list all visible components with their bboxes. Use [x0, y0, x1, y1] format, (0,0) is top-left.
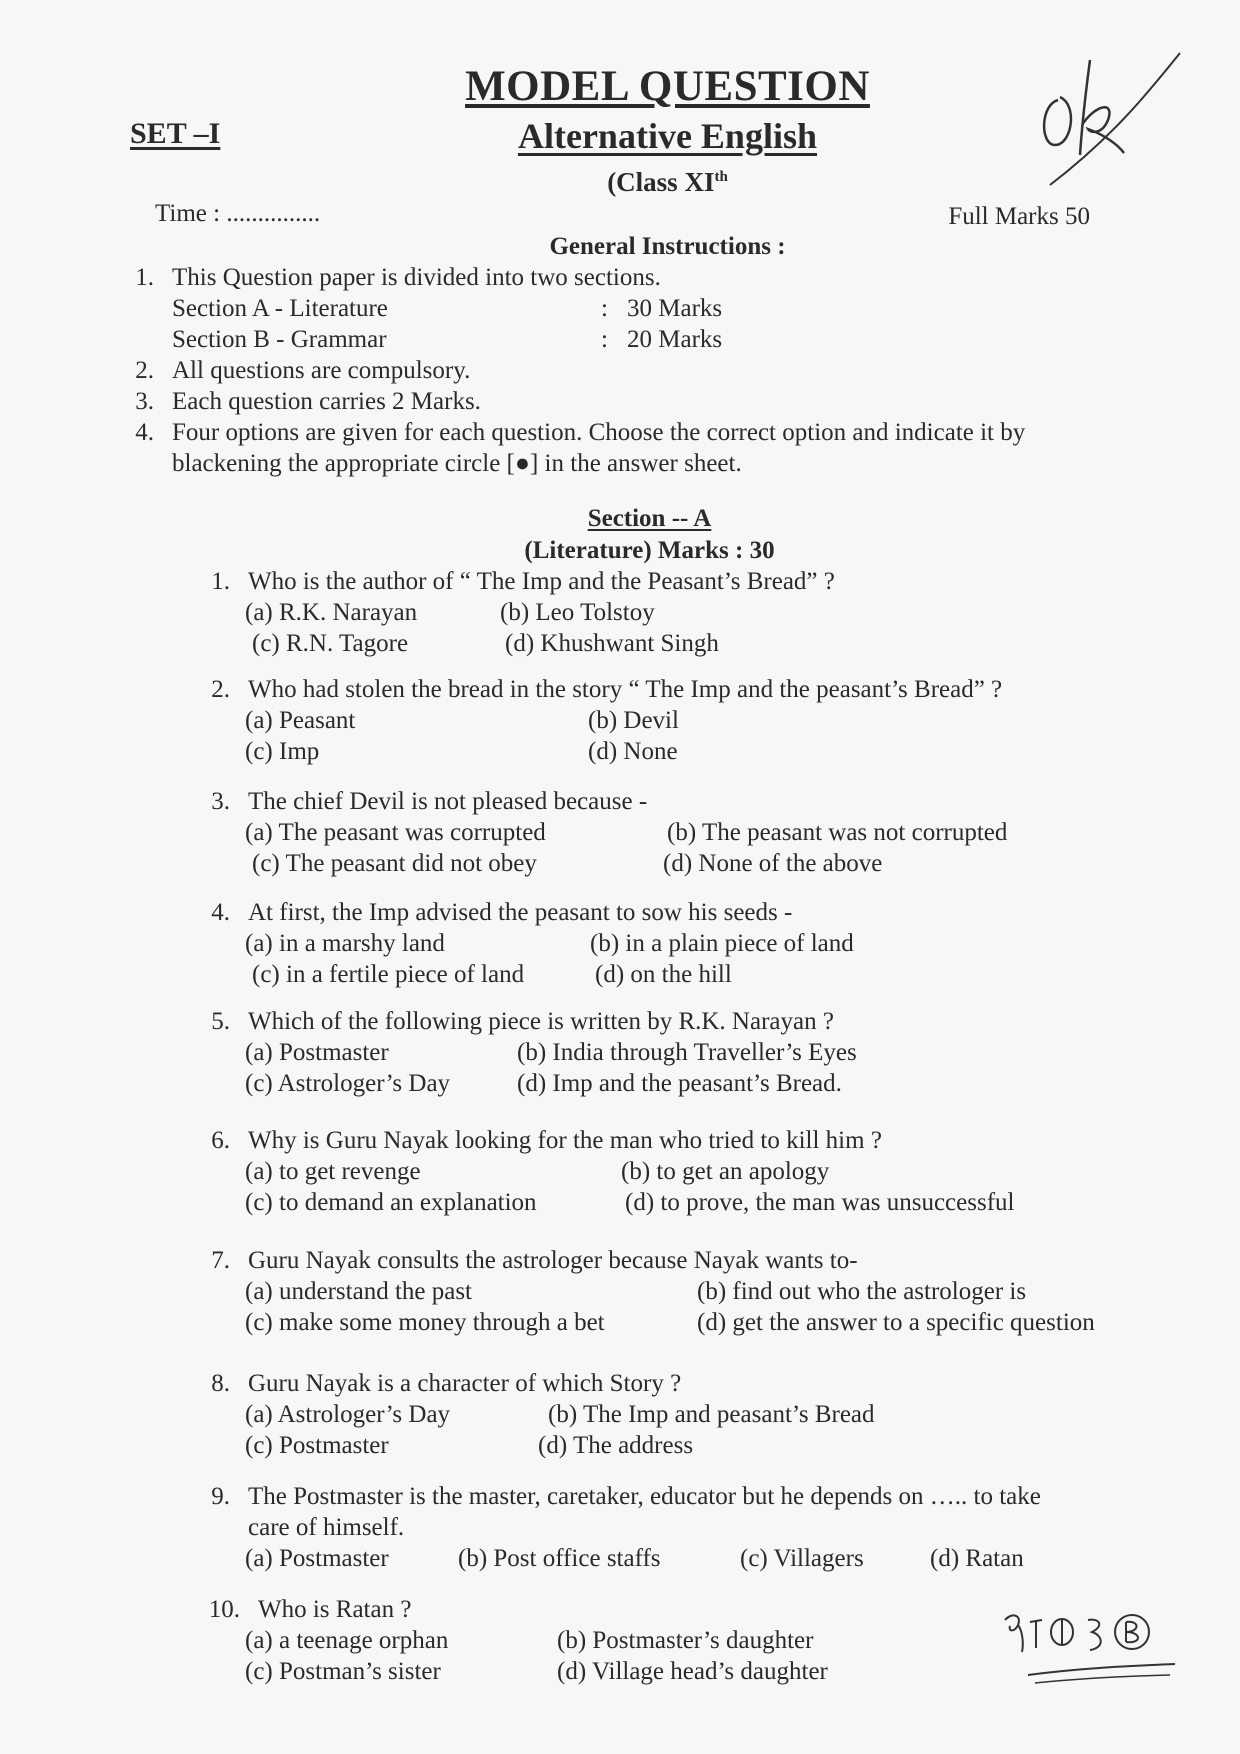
option-b: (b) Devil	[588, 707, 679, 734]
question-text: The chief Devil is not pleased because -	[248, 788, 648, 815]
instruction-num: 4.	[135, 419, 154, 446]
page-title: MODEL QUESTION	[465, 63, 870, 110]
section-b-label: Section B - Grammar	[172, 326, 387, 353]
section-subheading: (Literature) Marks : 30	[524, 537, 775, 564]
full-marks: Full Marks 50	[948, 203, 1090, 230]
instructions-heading: General Instructions :	[549, 233, 786, 260]
instruction-text: Each question carries 2 Marks.	[172, 388, 481, 415]
instruction-num: 3.	[135, 388, 154, 415]
option-a: (a) a teenage orphan	[245, 1627, 449, 1654]
option-a: (a) understand the past	[245, 1278, 473, 1305]
question-num: 6.	[211, 1127, 230, 1154]
option-b: (b) The peasant was not corrupted	[667, 819, 1008, 846]
question-num: 8.	[211, 1370, 230, 1397]
option-d: (d) Imp and the peasant’s Bread.	[517, 1070, 842, 1097]
question-num: 4.	[211, 899, 230, 926]
question-num: 7.	[211, 1247, 230, 1274]
option-a: (a) Postmaster	[245, 1039, 389, 1066]
question-text: Who had stolen the bread in the story “ The Imp and the peasant’s Bread” ?	[248, 676, 1003, 703]
instruction-text: All questions are compulsory.	[172, 357, 471, 384]
time-label: Time : ...............	[155, 200, 321, 227]
option-a: (a) Postmaster	[245, 1545, 389, 1572]
question-text-cont: care of himself.	[248, 1514, 405, 1541]
question-num: 9.	[211, 1483, 230, 1510]
handwritten-ok-icon	[1020, 45, 1200, 195]
option-a: (a) R.K. Narayan	[245, 599, 418, 626]
option-d: (d) None	[588, 738, 678, 765]
option-c: (c) R.N. Tagore	[252, 630, 409, 657]
section-a-marks: 30 Marks	[627, 295, 723, 322]
question-num: 3.	[211, 788, 230, 815]
question-text: Guru Nayak is a character of which Story ?	[248, 1370, 682, 1397]
option-b: (b) India through Traveller’s Eyes	[517, 1039, 857, 1066]
question-text: Which of the following piece is written by R.K. Narayan ?	[248, 1008, 834, 1035]
option-c: (c) in a fertile piece of land	[252, 961, 525, 988]
section-a-label: Section A - Literature	[172, 295, 388, 322]
question-num: 1.	[211, 568, 230, 595]
option-c: (c) Astrologer’s Day	[245, 1070, 451, 1097]
question-text: Why is Guru Nayak looking for the man who tried to kill him ?	[248, 1127, 882, 1154]
option-b: (b) Leo Tolstoy	[500, 599, 655, 626]
option-c: (c) to demand an explanation	[245, 1189, 537, 1216]
option-d: (d) on the hill	[595, 961, 732, 988]
question-text: Who is the author of “ The Imp and the Peasant’s Bread” ?	[248, 568, 835, 595]
question-num: 5.	[211, 1008, 230, 1035]
instruction-text: Four options are given for each question. Choose the correct option and indicate it by	[172, 419, 1026, 446]
option-a: (a) Astrologer’s Day	[245, 1401, 451, 1428]
option-d: (d) The address	[538, 1432, 694, 1459]
option-a: (a) Peasant	[245, 707, 356, 734]
question-text: Guru Nayak consults the astrologer because Nayak wants to-	[248, 1247, 858, 1274]
section-a-colon: :	[601, 295, 608, 322]
handwritten-signature-icon	[1000, 1590, 1190, 1700]
question-text: Who is Ratan ?	[258, 1596, 412, 1623]
option-b: (b) The Imp and peasant’s Bread	[548, 1401, 875, 1428]
question-text: At first, the Imp advised the peasant to sow his seeds -	[248, 899, 793, 926]
question-num: 10.	[208, 1596, 240, 1623]
question-num: 2.	[211, 676, 230, 703]
subject-title: Alternative English	[517, 116, 817, 156]
option-d: (d) Ratan	[930, 1545, 1024, 1572]
option-d: (d) Khushwant Singh	[505, 630, 719, 657]
option-b: (b) Postmaster’s daughter	[557, 1627, 814, 1654]
instruction-text: blackening the appropriate circle [●] in the answer sheet.	[172, 450, 742, 477]
option-d: (d) None of the above	[663, 850, 883, 877]
option-b: (b) in a plain piece of land	[590, 930, 854, 957]
option-d: (d) Village head’s daughter	[557, 1658, 828, 1685]
instruction-text: This Question paper is divided into two sections.	[172, 264, 661, 291]
section-b-colon: :	[601, 326, 608, 353]
set-label: SET –I	[130, 117, 221, 150]
class-text: (Class XI	[607, 167, 715, 197]
question-text: The Postmaster is the master, caretaker, educator but he depends on ….. to take	[248, 1483, 1041, 1510]
option-c: (c) Villagers	[740, 1545, 864, 1572]
option-d: (d) get the answer to a specific question	[697, 1309, 1095, 1336]
section-b-marks: 20 Marks	[627, 326, 723, 353]
option-a: (a) to get revenge	[245, 1158, 421, 1185]
option-a: (a) The peasant was corrupted	[245, 819, 546, 846]
option-c: (c) Postmaster	[245, 1432, 389, 1459]
option-c: (c) The peasant did not obey	[252, 850, 537, 877]
option-c: (c) Postman’s sister	[245, 1658, 441, 1685]
option-b: (b) to get an apology	[621, 1158, 830, 1185]
class-sup: th	[714, 169, 728, 185]
option-d: (d) to prove, the man was unsuccessful	[625, 1189, 1015, 1216]
option-c: (c) make some money through a bet	[245, 1309, 605, 1336]
instruction-num: 2.	[135, 357, 154, 384]
option-c: (c) Imp	[245, 738, 320, 765]
section-heading: Section -- A	[587, 505, 712, 532]
option-a: (a) in a marshy land	[245, 930, 445, 957]
instruction-num: 1.	[135, 264, 154, 291]
option-b: (b) Post office staffs	[458, 1545, 661, 1572]
option-b: (b) find out who the astrologer is	[697, 1278, 1027, 1305]
